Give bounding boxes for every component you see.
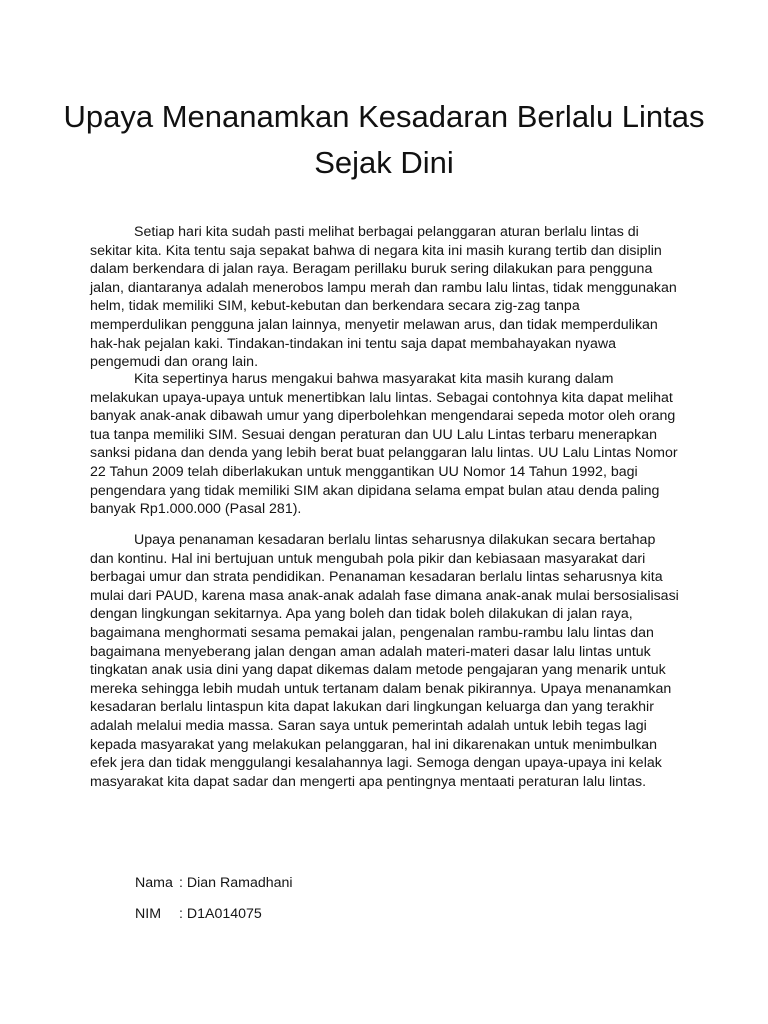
author-name-label: Nama — [135, 875, 173, 891]
author-nim-row — [135, 905, 262, 923]
author-nim-label: NIM — [135, 906, 162, 922]
author-nim-value: : D1A014075 — [179, 906, 262, 922]
author-name-row — [135, 874, 293, 892]
paragraph-3: Upaya penanaman kesadaran berlalu lintas seharusnya dilakukan secara bertahap dan kontinu. Hal ini bertujuan untuk mengubah pola pikir dan kebiasaan masyarakat dari berbagai umur dan strata pendidikan. Penanaman kesadaran berlalu lintas seharusnya kita mulai dari PAUD, karena masa anak-anak adalah fase dimana anak-anak mulai bersosialisasi dengan lingkungan sekitarnya. Apa yang boleh dan tidak boleh dilakukan di jalan raya, bagaimana menghormati sesama pemakai jalan, pengenalan rambu-rambu lalu lintas dan bagaimana menyeberang jalan dengan aman adalah materi-materi dasar lalu lintas untuk tingkatan anak usia dini yang dapat dikemas dalam metode pengajaran yang menarik untuk mereka sehingga lebih mudah untuk tertanam dalam benak pikirannya. Upaya menanamkan kesadaran berlalu lintaspun kita dapat lakukan dari lingkungan keluarga dan yang terakhir adalah melalui media massa. Saran saya untuk pemerintah adalah untuk lebih tegas lagi kepada masyarakat yang melakukan pelanggaran, hal ini dikarenakan untuk menimbulkan efek jera dan tidak menggulangi kesalahannya lagi. Semoga dengan upaya-upaya ini kelak masyarakat kita dapat sadar dan mengerti apa pentingnya mentaati peraturan lalu lintas. — [90, 532, 679, 790]
document-title: Upaya Menanamkan Kesadaran Berlalu Lintas Sejak Dini — [63, 99, 705, 180]
author-name-value: : Dian Ramadhani — [179, 875, 293, 891]
paragraph-1: Setiap hari kita sudah pasti melihat berbagai pelanggaran aturan berlalu lintas di sekitar kita. Kita tentu saja sepakat bahwa di negara kita ini masih kurang tertib dan disiplin dalam berkendara di jalan raya. Beragam perillaku buruk sering dilakukan para pengguna jalan, diantaranya adalah menerobos lampu merah dan rambu lalu lintas, tidak menggunakan helm, tidak memiliki SIM, kebut-kebutan dan berkendara secara zig-zag tanpa memperdulikan pengguna jalan lainnya, menyetir melawan arus, dan tidak memperdulikan hak-hak pejalan kaki. Tindakan-tindakan ini tentu saja dapat membahayakan nyawa pengemudi dan orang lain. — [90, 224, 677, 371]
paragraph-2: Kita sepertinya harus mengakui bahwa masyarakat kita masih kurang dalam melakukan upaya-upaya untuk menertibkan lalu lintas. Sebagai contohnya kita dapat melihat banyak anak-anak dibawah umur yang diperbolehkan mengendarai sepeda motor oleh orang tua tanpa memiliki SIM. Sesuai dengan peraturan dan UU Lalu Lintas terbaru menerapkan sanksi pidana dan denda yang lebih berat buat pelanggaran lalu lintas. UU Lalu Lintas Nomor 22 Tahun 2009 telah diberlakukan untuk menggantikan UU Nomor 14 Tahun 1992, bagi pengendara yang tidak memiliki SIM akan dipidana selama empat bulan atau denda paling banyak Rp1.000.000 (Pasal 281). — [90, 371, 678, 518]
